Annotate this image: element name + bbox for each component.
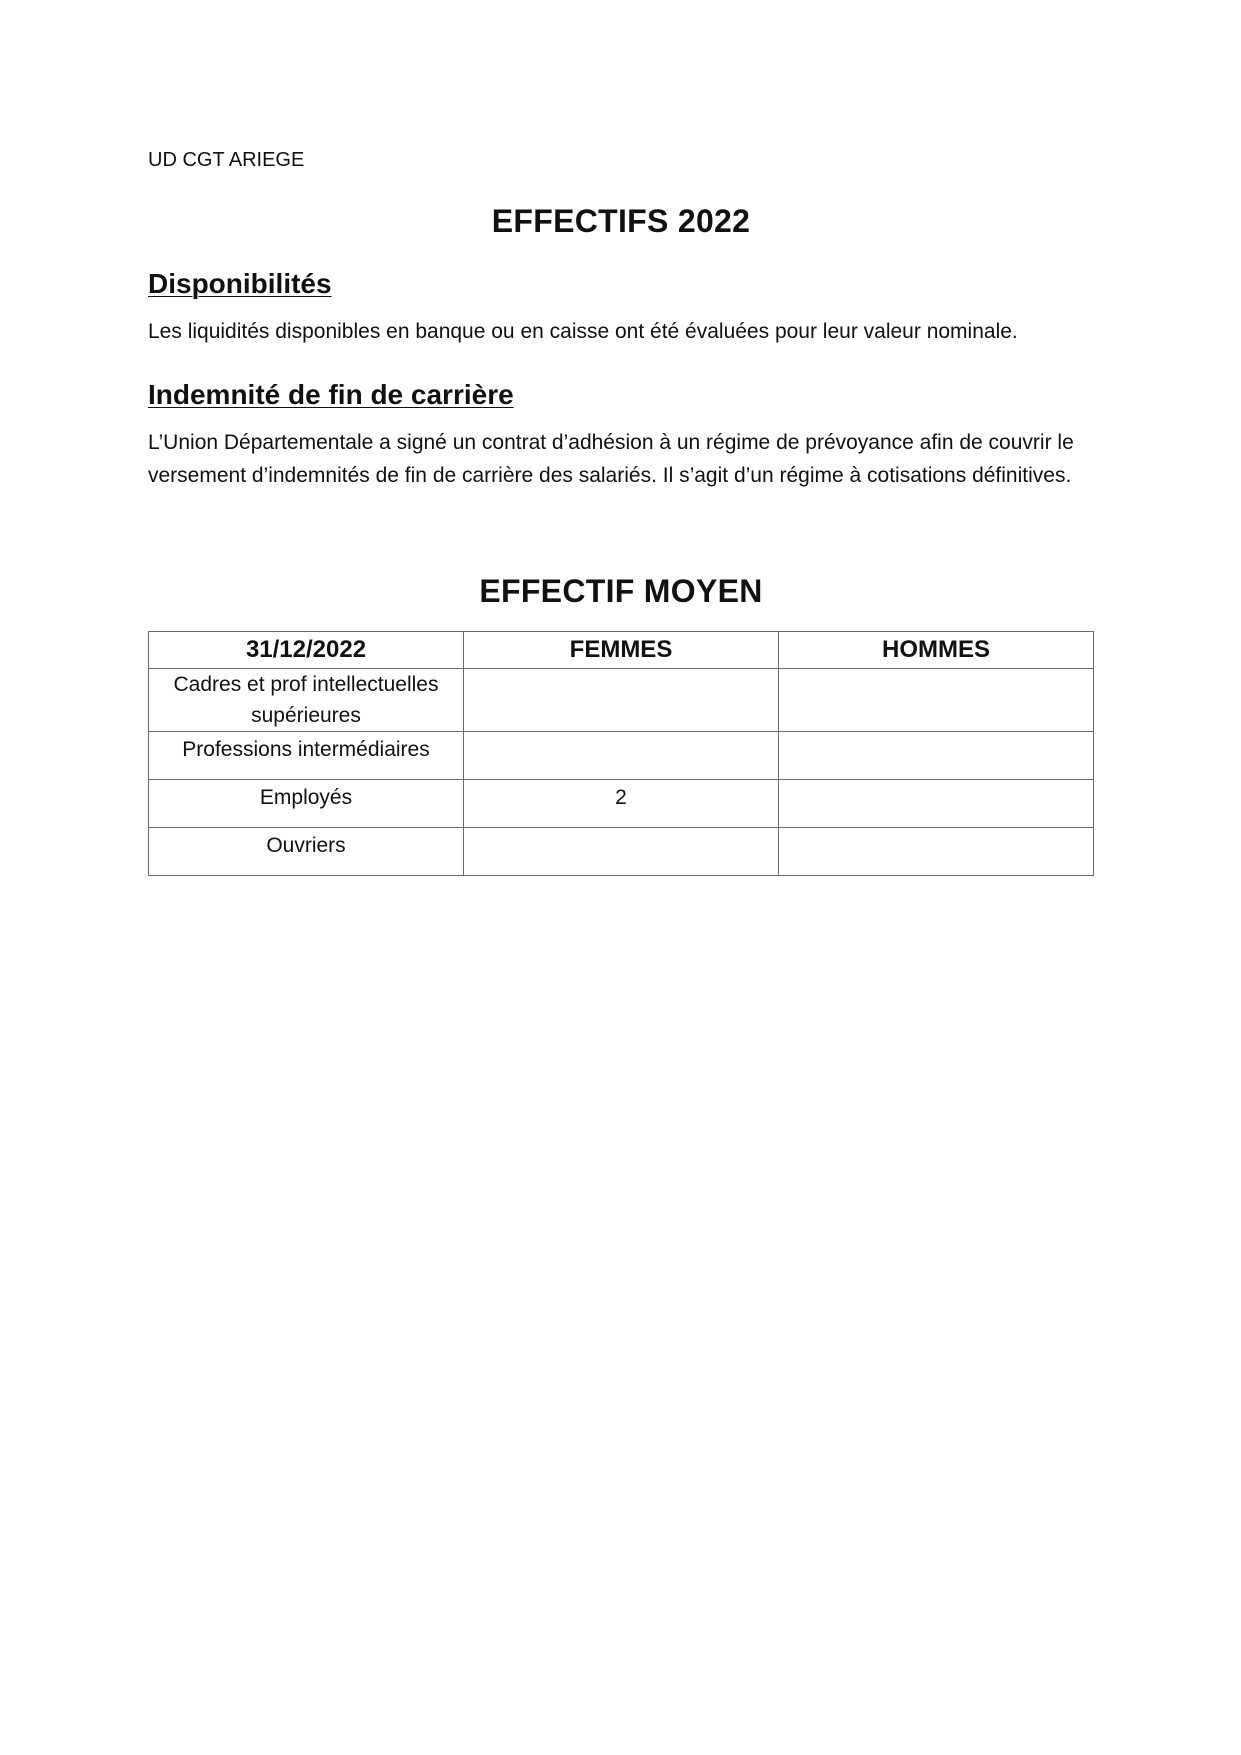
section-paragraph-disponibilites: Les liquidités disponibles en banque ou en caisse ont été évaluées pour leur valeur nominale. — [148, 320, 1018, 343]
row-category: Employés — [149, 780, 464, 828]
table-row — [149, 780, 1094, 828]
organisation-name: UD CGT ARIEGE — [148, 149, 305, 171]
row-femmes-value — [464, 669, 779, 732]
row-hommes-value — [779, 732, 1094, 780]
column-header-femmes: FEMMES — [464, 632, 779, 669]
table-title: EFFECTIF MOYEN — [479, 573, 763, 609]
section-heading-disponibilites: Disponibilités — [148, 268, 332, 299]
table-row — [149, 732, 1094, 780]
row-femmes-value: 2 — [464, 780, 779, 828]
row-hommes-value — [779, 780, 1094, 828]
column-header-hommes: HOMMES — [779, 632, 1094, 669]
row-category: Cadres et prof intellectuelles supérieures — [149, 669, 464, 732]
row-category: Ouvriers — [149, 828, 464, 876]
row-hommes-value — [779, 828, 1094, 876]
table-row — [149, 828, 1094, 876]
document-page — [148, 148, 1094, 876]
staff-table — [148, 631, 1094, 876]
section-heading-indemnite: Indemnité de fin de carrière — [148, 379, 514, 410]
row-hommes-value — [779, 669, 1094, 732]
section-paragraph-indemnite: L’Union Départementale a signé un contrat d’adhésion à un régime de prévoyance afin de couvrir le versement d’indemnités de fin de carrière des salariés. Il s’agit d’un régime à cotisations définitives. — [148, 431, 1074, 487]
row-femmes-value — [464, 732, 779, 780]
table-row — [149, 669, 1094, 732]
row-category: Professions intermédiaires — [149, 732, 464, 780]
table-header-row — [149, 632, 1094, 669]
row-femmes-value — [464, 828, 779, 876]
column-header-date: 31/12/2022 — [149, 632, 464, 669]
document-title: EFFECTIFS 2022 — [491, 203, 751, 239]
